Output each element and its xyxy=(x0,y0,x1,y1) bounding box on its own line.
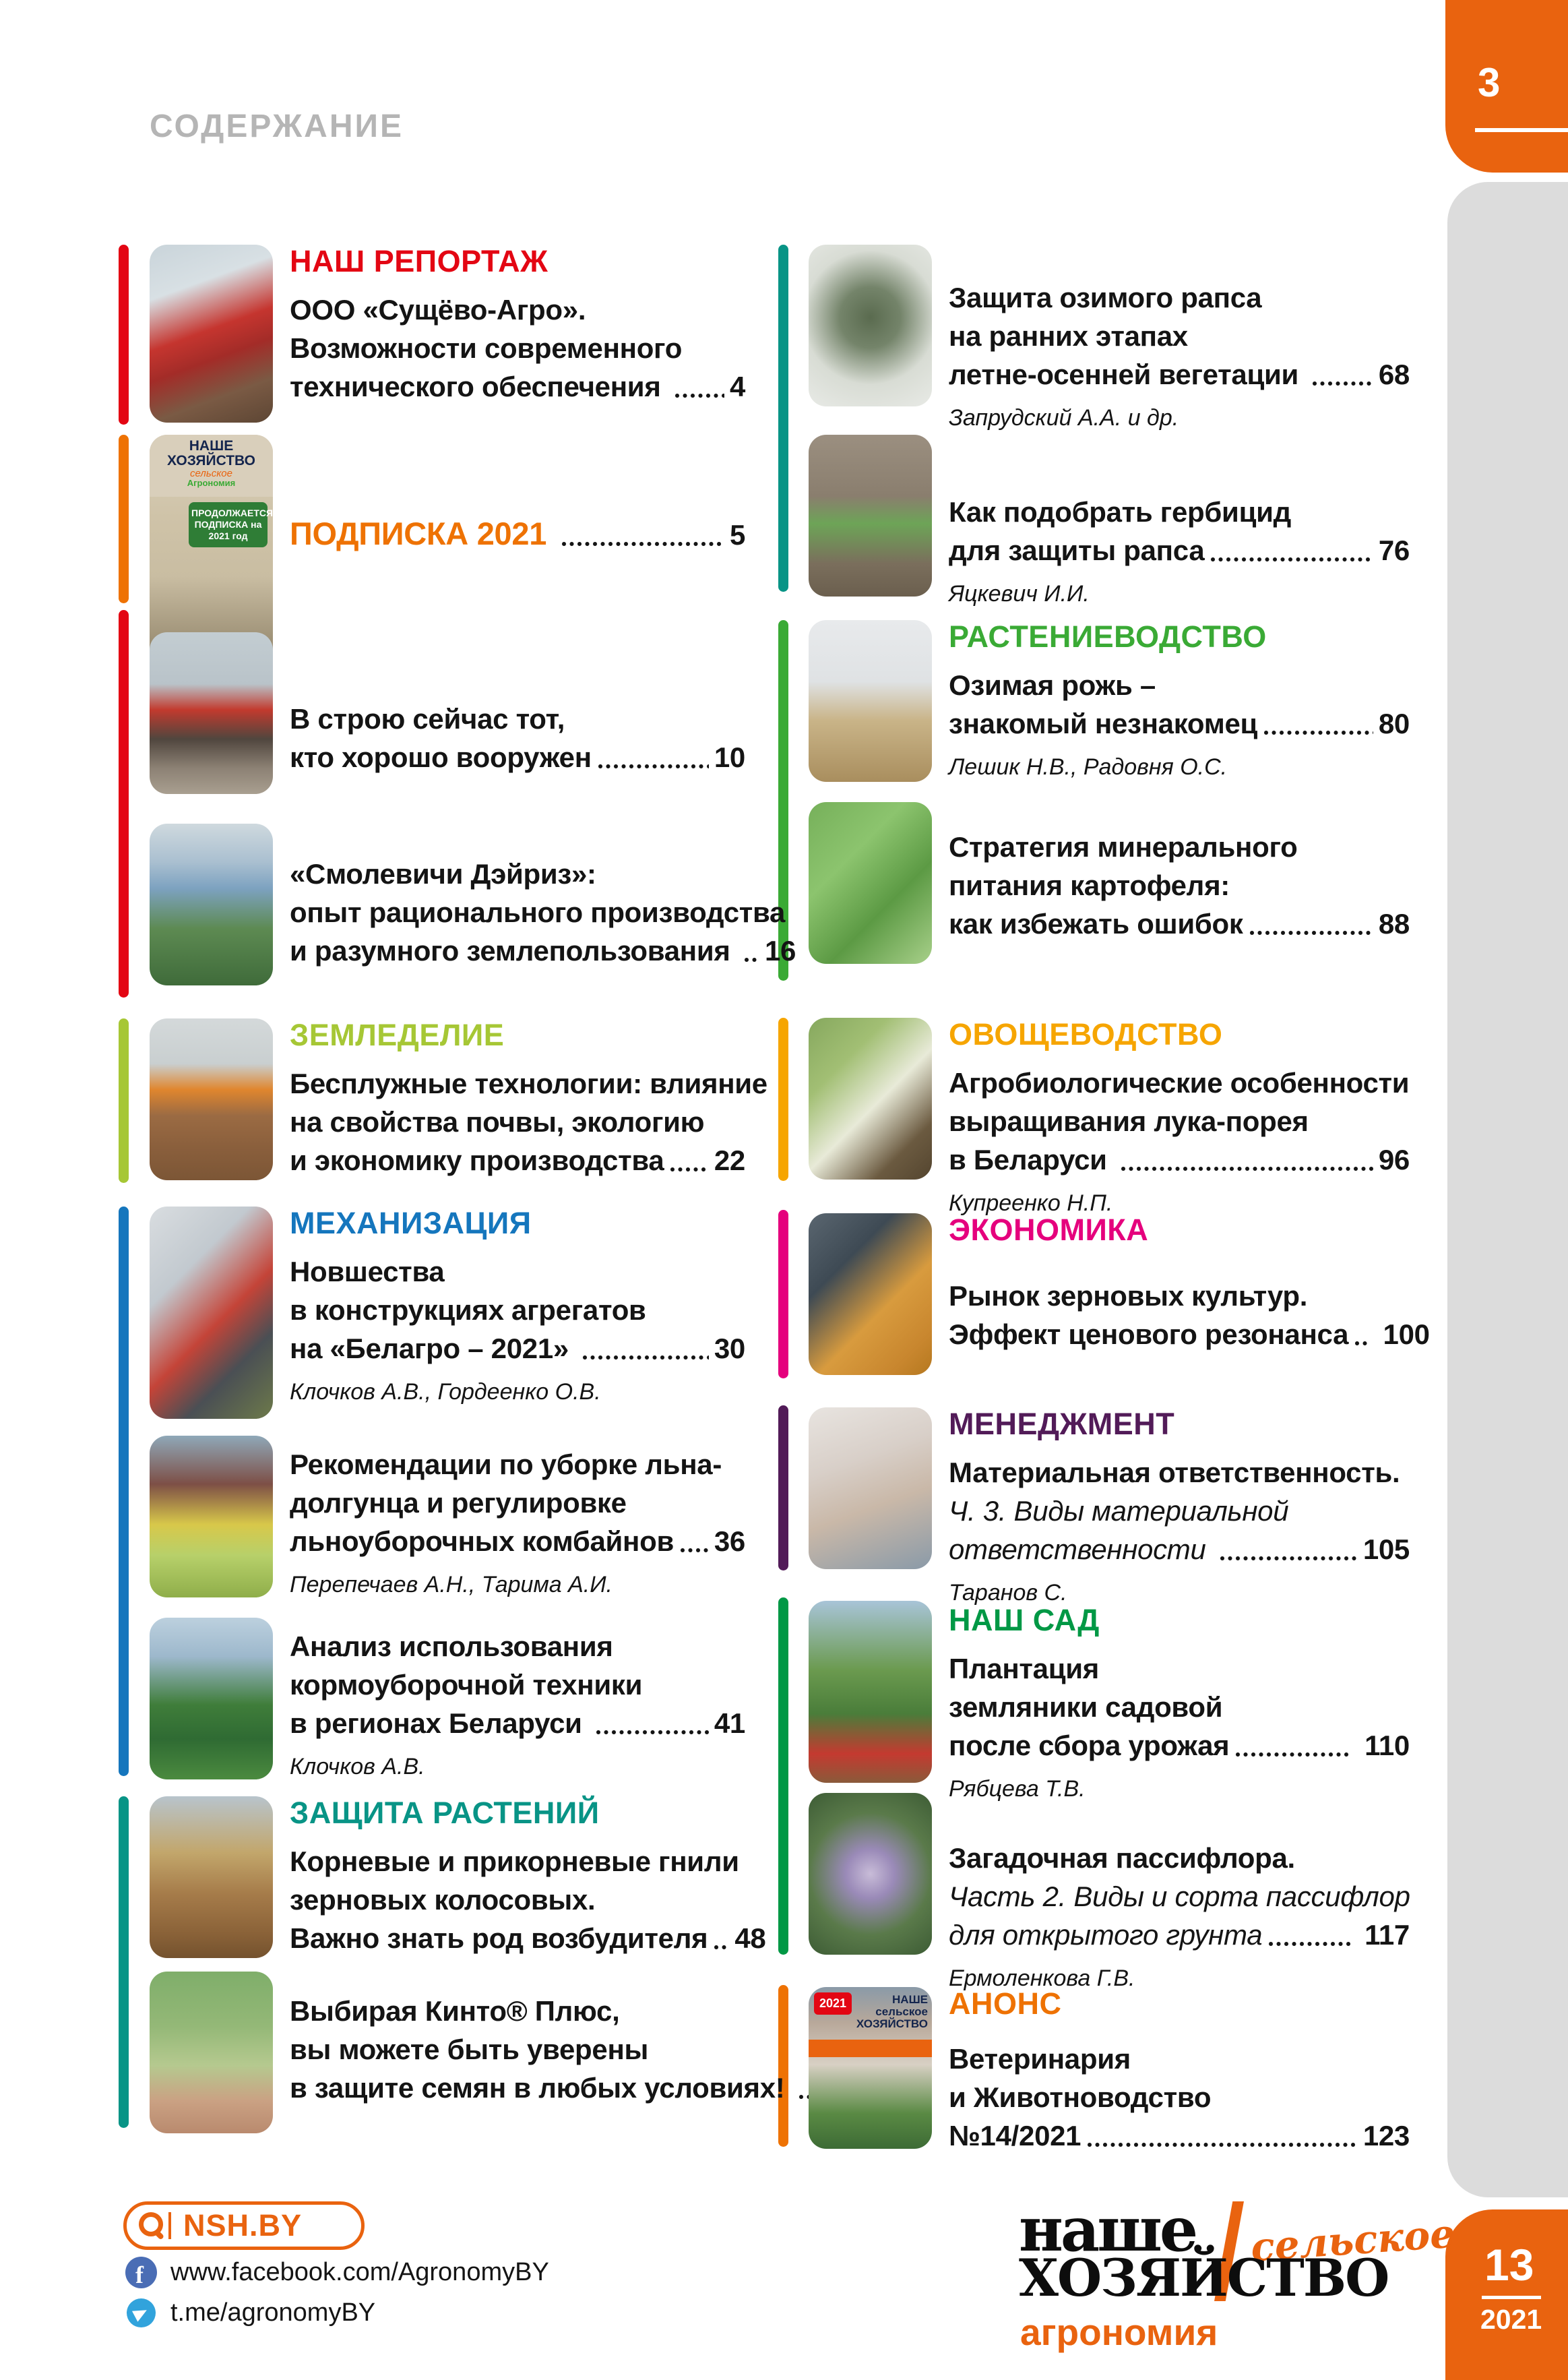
title-line xyxy=(949,866,1410,905)
forage-harvester-photo xyxy=(150,1618,273,1779)
section-bar-right-4 xyxy=(778,1210,788,1378)
title-text: Материальная ответственность. xyxy=(949,1457,1400,1488)
dotted-leader xyxy=(1311,379,1373,388)
title-text: выращивания лука-порея xyxy=(949,1105,1309,1137)
dotted-leader xyxy=(743,956,759,964)
title-text: в Беларуси xyxy=(949,1144,1115,1176)
search-icon xyxy=(137,2211,167,2240)
authors: Купреенко Н.П. xyxy=(949,1190,1113,1216)
dotted-leader xyxy=(597,762,709,770)
title-line xyxy=(949,278,1410,317)
title-text: Ветеринария xyxy=(949,2043,1131,2075)
title-text: летне-осенней вегетации xyxy=(949,359,1307,390)
title-text: В строю сейчас тот, xyxy=(290,703,565,735)
toc-entry-right-6[interactable] xyxy=(949,1213,1430,1353)
section-bar-left-1 xyxy=(119,245,129,425)
rape-seedlings-soil-photo xyxy=(809,435,932,597)
section-bar-left-4 xyxy=(119,1018,129,1183)
facebook-icon: f xyxy=(125,2257,157,2288)
title-line xyxy=(949,1064,1410,1102)
toc-entry-right-7[interactable] xyxy=(949,1407,1410,1606)
title-line xyxy=(290,893,786,932)
title-line xyxy=(290,1291,745,1329)
title-line xyxy=(290,738,745,776)
petri-dish-photo xyxy=(809,245,932,406)
toc-entry-right-4[interactable] xyxy=(949,828,1410,943)
section-heading: ЗЕМЛЕДЕЛИЕ xyxy=(290,1018,505,1052)
red-tractor-photo xyxy=(150,632,273,794)
title-line xyxy=(949,1877,1410,1916)
dotted-leader xyxy=(1249,929,1373,937)
section-heading: МЕХАНИЗАЦИЯ xyxy=(290,1206,532,1240)
title-text: ООО «Сущёво-Агро». xyxy=(290,294,586,326)
page-number: 22 xyxy=(714,1145,745,1176)
section-heading: АНОНС xyxy=(949,1986,1062,2021)
title-line xyxy=(290,1064,767,1103)
toc-entry-right-8[interactable] xyxy=(949,1604,1410,1802)
dotted-leader xyxy=(595,1728,709,1736)
title-line xyxy=(949,1726,1410,1765)
two-people-in-field-photo xyxy=(150,824,273,985)
title-text: питания картофеля: xyxy=(949,869,1230,901)
section-bar-right-5 xyxy=(778,1405,788,1570)
dotted-leader xyxy=(1234,1750,1351,1759)
section-heading: МЕНЕДЖМЕНТ xyxy=(949,1407,1175,1441)
strawberry-plantation-photo xyxy=(809,1601,932,1783)
title-line xyxy=(290,1627,745,1666)
section-heading: ЗАЩИТА РАСТЕНИЙ xyxy=(290,1796,600,1830)
title-line xyxy=(949,1102,1410,1140)
title-text: Эффект ценового резонанса xyxy=(949,1318,1349,1350)
section-bar-left-2 xyxy=(119,435,129,603)
telegram-link[interactable] xyxy=(127,2298,375,2327)
cover-orange-band xyxy=(809,2040,932,2057)
toc-entry-left-4[interactable] xyxy=(290,855,796,970)
toc-entry-left-3[interactable] xyxy=(290,700,745,776)
authors: Рябцева Т.В. xyxy=(949,1776,1086,1802)
toc-entry-right-3[interactable] xyxy=(949,620,1410,781)
dotted-leader xyxy=(1086,2141,1358,2149)
title-line xyxy=(290,932,796,970)
toc-entry-left-1[interactable] xyxy=(290,245,745,406)
title-line xyxy=(949,1140,1410,1179)
title-text: на свойства почвы, экологию xyxy=(290,1106,705,1138)
potato-leaves-photo xyxy=(809,802,932,964)
title-text: и Животноводство xyxy=(949,2081,1212,2113)
no-till-field-machine-photo xyxy=(150,1018,273,1180)
title-line xyxy=(290,329,745,367)
title-text: Ч. 3. Виды материальной xyxy=(949,1495,1289,1527)
page-number: 10 xyxy=(714,741,745,773)
page-number: 105 xyxy=(1362,1533,1410,1565)
title-text: Стратегия минерального xyxy=(949,831,1298,863)
page-number: 76 xyxy=(1378,535,1410,566)
toc-entry-right-10[interactable] xyxy=(949,1987,1410,2155)
title-line xyxy=(290,1992,745,2030)
section-heading: ОВОЩЕВОДСТВО xyxy=(949,1017,1223,1051)
title-line xyxy=(949,1530,1410,1568)
title-line xyxy=(949,2116,1410,2155)
title-text: ПОДПИСКА 2021 xyxy=(290,516,555,551)
title-text: на ранних этапах xyxy=(949,320,1188,352)
toc-entry-left-2[interactable] xyxy=(290,514,745,554)
title-text: Бесплужные технологии: влияние xyxy=(290,1068,767,1099)
title-line xyxy=(290,1842,745,1881)
page-number-underline xyxy=(1475,128,1568,132)
page-number-tab xyxy=(1445,0,1568,173)
toc-entry-right-5[interactable] xyxy=(949,1018,1410,1217)
section-bar-right-6 xyxy=(778,1597,788,1955)
section-bar-left-5 xyxy=(119,1207,129,1776)
title-line xyxy=(290,1881,745,1919)
section-bar-right-1 xyxy=(778,245,788,592)
title-line xyxy=(290,700,745,738)
dotted-leader xyxy=(713,1943,729,1951)
page-number: 117 xyxy=(1356,1919,1410,1951)
veterinary-magazine-cover xyxy=(809,1987,932,2149)
title-line xyxy=(290,1103,745,1141)
title-line xyxy=(949,1315,1430,1353)
toc-entry-right-2[interactable] xyxy=(949,493,1410,607)
facebook-url: www.facebook.com/AgronomyBY xyxy=(170,2258,549,2286)
title-text: знакомый незнакомец xyxy=(949,708,1258,739)
title-text: Как подобрать гербицид xyxy=(949,496,1291,528)
title-text: ответственности xyxy=(949,1533,1214,1565)
authors: Яцкевич И.И. xyxy=(949,581,1090,607)
title-text: земляники садовой xyxy=(949,1691,1223,1723)
issue-year: 2021 xyxy=(1480,2304,1542,2335)
section-bar-right-3 xyxy=(778,1018,788,1181)
cover-brand: НАШЕ сельское ХОЗЯЙСТВО xyxy=(856,1993,928,2030)
title-text: для открытого грунта xyxy=(949,1919,1263,1951)
telegram-icon xyxy=(127,2298,156,2327)
logo-word-selskoe: сельское xyxy=(1249,2210,1457,2271)
title-line xyxy=(290,1522,745,1560)
facebook-link[interactable] xyxy=(125,2257,549,2288)
hand-holding-seedlings-photo xyxy=(150,1972,273,2133)
title-text: и разумного землепользования xyxy=(290,935,738,967)
title-line xyxy=(290,1704,745,1742)
title-line xyxy=(290,1666,745,1704)
belagro-exhibition-sprayers-photo xyxy=(150,1207,273,1419)
page-number: 41 xyxy=(714,1707,745,1739)
dotted-leader xyxy=(1263,729,1373,737)
title-text: Корневые и прикорневые гнили xyxy=(290,1845,739,1877)
section-bar-right-7 xyxy=(778,1985,788,2147)
title-line xyxy=(290,1329,745,1368)
dotted-leader xyxy=(1354,1339,1370,1347)
toc-entry-right-9[interactable] xyxy=(949,1839,1410,1992)
title-text: как избежать ошибок xyxy=(949,908,1243,940)
flax-harvester-photo xyxy=(150,1436,273,1597)
title-text: долгунца и регулировке xyxy=(290,1487,627,1519)
page-number: 110 xyxy=(1356,1730,1410,1761)
title-text: льноуборочных комбайнов xyxy=(290,1525,674,1557)
title-text: в конструкциях агрегатов xyxy=(290,1294,646,1326)
toc-entry-left-10[interactable] xyxy=(290,1992,792,2107)
title-line xyxy=(949,704,1410,743)
page-number: 96 xyxy=(1378,1144,1410,1176)
title-line xyxy=(290,367,745,406)
authors: Ермоленкова Г.В. xyxy=(949,1965,1135,1991)
title-text: вы можете быть уверены xyxy=(290,2034,649,2065)
title-line xyxy=(949,905,1410,943)
title-line xyxy=(290,855,745,893)
title-line xyxy=(949,317,1410,355)
title-text: Рынок зерновых культур. xyxy=(949,1280,1308,1312)
authors: Перепечаев А.Н., Тарима А.И. xyxy=(290,1572,613,1597)
issue-number: 13 xyxy=(1484,2240,1534,2290)
page-number: 80 xyxy=(1378,708,1410,739)
calculator-grain-photo xyxy=(809,1213,932,1375)
page-number: 100 xyxy=(1375,1318,1430,1350)
telegram-url: t.me/agronomyBY xyxy=(170,2298,376,2327)
site-link[interactable] xyxy=(123,2201,365,2250)
issue-badge xyxy=(1445,2209,1568,2380)
rye-roots-photo xyxy=(809,620,932,782)
cover-year-badge: 2021 xyxy=(814,1992,852,2015)
cover-subscription-badge: ПРОДОЛЖАЕТСЯ ПОДПИСКА на 2021 год xyxy=(189,502,268,547)
section-bar-left-3 xyxy=(119,610,129,998)
title-text: технического обеспечения xyxy=(290,371,668,402)
page-number: 88 xyxy=(1378,908,1410,940)
page-number: 4 xyxy=(729,371,745,402)
title-text: после сбора урожая xyxy=(949,1730,1230,1761)
title-line xyxy=(290,1252,745,1291)
page-number: 3 xyxy=(1478,60,1501,105)
title-text: в регионах Беларуси xyxy=(290,1707,590,1739)
page-number: 48 xyxy=(734,1922,766,1954)
title-line xyxy=(949,1916,1410,1954)
title-line xyxy=(949,1688,1410,1726)
section-heading: НАШ САД xyxy=(949,1603,1100,1637)
dotted-leader xyxy=(1120,1165,1373,1173)
page-number: 68 xyxy=(1378,359,1410,390)
authors: Запрудский А.А. и др. xyxy=(949,405,1179,431)
title-line xyxy=(949,2078,1410,2116)
title-text: опыт рационального производства xyxy=(290,896,786,928)
title-text: Рекомендации по уборке льна- xyxy=(290,1448,722,1480)
title-text: Агробиологические особенности xyxy=(949,1067,1410,1099)
logo-word-agronomy: агрономия xyxy=(1020,2311,1218,2353)
authors: Таранов С. xyxy=(949,1580,1067,1606)
title-text: в защите семян в любых условиях! xyxy=(290,2072,792,2104)
section-heading: НАШ РЕПОРТАЖ xyxy=(290,244,548,278)
issue-underline xyxy=(1482,2296,1541,2299)
title-line xyxy=(949,531,1410,570)
man-with-red-sprayer-photo xyxy=(150,245,273,423)
logo-word-hozyaystvo: ХОЗЯЙСТВО xyxy=(1019,2248,1389,2308)
title-text: Плантация xyxy=(949,1653,1099,1684)
title-line xyxy=(949,1492,1410,1530)
title-text: Анализ использования xyxy=(290,1630,613,1662)
leeks-photo xyxy=(809,1018,932,1180)
title-text: для защиты рапса xyxy=(949,535,1205,566)
title-line xyxy=(290,291,745,329)
title-text: Выбирая Кинто® Плюс, xyxy=(290,1995,620,2027)
toc-entry-right-1[interactable] xyxy=(949,278,1410,431)
title-line xyxy=(949,493,1410,531)
page-number: 36 xyxy=(714,1525,745,1557)
dotted-leader xyxy=(582,1353,709,1362)
section-bar-left-6 xyxy=(119,1796,129,2128)
title-line xyxy=(949,355,1410,394)
title-line xyxy=(290,1141,745,1180)
title-line xyxy=(290,2030,745,2069)
passiflora-flower-photo xyxy=(809,1793,932,1955)
dotted-leader xyxy=(1267,1940,1352,1948)
dotted-leader xyxy=(674,392,724,400)
title-line xyxy=(949,2040,1410,2078)
dotted-leader xyxy=(561,540,724,548)
site-label: NSH.BY xyxy=(183,2208,303,2242)
title-line xyxy=(290,514,745,554)
title-text: №14/2021 xyxy=(949,2120,1081,2152)
title-text: кто хорошо вооружен xyxy=(290,741,592,773)
title-text: «Смолевичи Дэйриз»: xyxy=(290,858,596,890)
title-line xyxy=(949,1453,1410,1492)
page-number: 30 xyxy=(714,1333,745,1364)
page-number: 16 xyxy=(764,935,796,967)
title-text: и экономику производства xyxy=(290,1145,664,1176)
title-text: Новшества xyxy=(290,1256,445,1287)
title-text: зерновых колосовых. xyxy=(290,1884,596,1916)
hand-with-calculator-photo xyxy=(809,1407,932,1569)
page-number: 5 xyxy=(729,519,745,551)
dotted-leader xyxy=(669,1165,708,1173)
title-text: Озимая рожь – xyxy=(949,669,1156,701)
authors: Клочков А.В. xyxy=(290,1754,425,1779)
title-line xyxy=(949,1277,1410,1315)
section-heading: ЭКОНОМИКА xyxy=(949,1213,1149,1247)
toc-entry-left-6[interactable] xyxy=(290,1207,745,1405)
dotted-leader xyxy=(1219,1554,1358,1562)
cereal-root-rot-photo xyxy=(150,1796,273,1958)
section-heading: РАСТЕНИЕВОДСТВО xyxy=(949,619,1267,654)
dotted-leader xyxy=(1210,555,1373,563)
cover-masthead: НАШЕ ХОЗЯЙСТВО сельское Агрономия xyxy=(150,435,273,497)
page-number: 123 xyxy=(1362,2120,1410,2152)
toc-entry-left-7[interactable] xyxy=(290,1445,745,1598)
title-text: Важно знать род возбудителя xyxy=(290,1922,708,1954)
title-line xyxy=(949,1649,1410,1688)
title-line xyxy=(949,828,1410,866)
title-text: на «Белагро – 2021» xyxy=(290,1333,577,1364)
title-line xyxy=(290,1445,745,1484)
authors: Лешик Н.В., Радовня О.С. xyxy=(949,754,1228,780)
title-text: Часть 2. Виды и сорта пассифлор xyxy=(949,1881,1410,1912)
toc-entry-left-5[interactable] xyxy=(290,1018,767,1180)
title-text: кормоуборочной техники xyxy=(290,1669,643,1701)
title-line xyxy=(949,1839,1410,1877)
dotted-leader xyxy=(679,1546,709,1554)
pill-divider xyxy=(168,2212,171,2239)
title-line xyxy=(290,1484,745,1522)
title-text: Защита озимого рапса xyxy=(949,282,1262,313)
authors: Клочков А.В., Гордеенко О.В. xyxy=(290,1379,601,1405)
title-line xyxy=(949,666,1410,704)
toc-entry-left-8[interactable] xyxy=(290,1627,745,1780)
right-margin-band xyxy=(1447,182,1568,2197)
toc-entry-left-9[interactable] xyxy=(290,1796,766,1957)
title-text: Возможности современного xyxy=(290,332,683,364)
title-line xyxy=(290,2069,792,2107)
title-line xyxy=(290,1919,766,1957)
page-title: СОДЕРЖАНИЕ xyxy=(150,109,404,144)
logo-word-nashe: наше xyxy=(1019,2194,1196,2265)
title-text: Загадочная пассифлора. xyxy=(949,1842,1295,1874)
